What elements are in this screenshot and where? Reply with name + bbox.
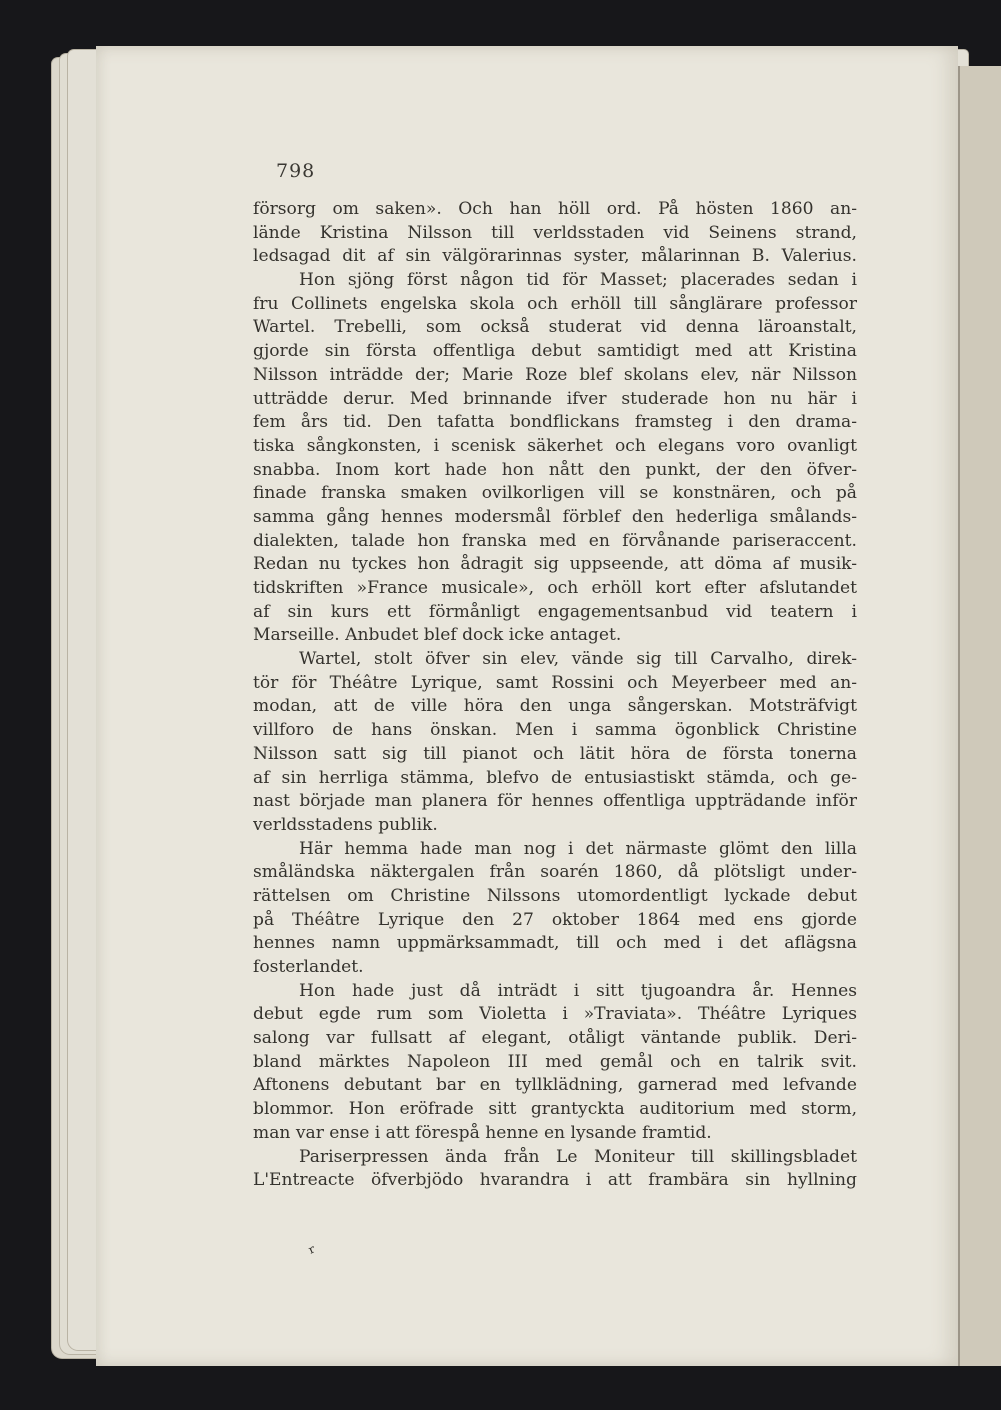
text-line: Wartel. Trebelli, som också studerat vid denna läroanstalt,	[253, 317, 857, 338]
text-line: fru Collinets engelska skola och erhöll till sånglärare professor	[253, 293, 857, 314]
text-line: tidskriften »France musicale», och erhöll kort efter afslutandet	[253, 578, 857, 598]
body-text	[253, 198, 857, 1193]
text-line: fosterlandet.	[253, 957, 364, 977]
text-line: utträdde derur. Med brinnande ifver studerade hon nu här i	[253, 388, 857, 409]
text-line: Redan nu tyckes hon ådragit sig uppseende, att döma af musik-	[253, 554, 857, 575]
text-line: Pariserpressen ända från Le Moniteur till skillingsbladet	[299, 1146, 857, 1167]
text-line: Aftonens debutant bar en tyllklädning, garnerad med lefvande	[253, 1075, 857, 1096]
text-line: bland märktes Napoleon III med gemål och en talrik svit.	[253, 1051, 857, 1072]
text-line: salong var fullsatt af elegant, otåligt väntande publik. Deri-	[253, 1028, 857, 1049]
text-line: försorg om saken». Och han höll ord. På hösten 1860 an-	[253, 199, 857, 219]
text-line: nast började man planera för hennes offentliga uppträdande inför	[253, 791, 857, 812]
text-line: tiska sångkonsten, i scenisk säkerhet och elegans voro ovanligt	[253, 435, 857, 456]
text-line: verldsstadens publik.	[253, 814, 438, 835]
text-line: tör för Théâtre Lyrique, samt Rossini och Meyerbeer med an-	[253, 672, 857, 693]
text-line: Nilsson satt sig till pianot och lätit höra de första tonerna	[253, 743, 857, 764]
text-line: man var ense i att förespå henne en lysande framtid.	[253, 1122, 712, 1143]
text-line: på Théâtre Lyrique den 27 oktober 1864 med ens gjorde	[253, 909, 857, 930]
stray-pencil-mark: ʳ	[305, 1239, 322, 1265]
text-line: modan, att de ville höra den unga sångerskan. Motsträfvigt	[253, 696, 857, 717]
text-line: ledsagad dit af sin välgörarinnas syster, målarinnan B. Valerius.	[253, 246, 857, 267]
text-line: Hon hade just då inträdt i sitt tjugoandra år. Hennes	[299, 980, 857, 1001]
text-line: gjorde sin första offentliga debut samtidigt med att Kristina	[253, 341, 857, 362]
text-line: fem års tid. Den tafatta bondflickans framsteg i den drama-	[253, 412, 857, 433]
text-line: Här hemma hade man nog i det närmaste glömt den lilla	[299, 838, 857, 859]
text-line: L'Entreacte öfverbjödo hvarandra i att frambära sin hyllning	[253, 1170, 857, 1191]
text-line: rättelsen om Christine Nilssons utomordentligt lyckade debut	[253, 885, 857, 906]
text-line: af sin kurs ett förmånligt engagementsanbud vid teatern i	[253, 601, 857, 622]
text-line: debut egde rum som Violetta i »Traviata». Théâtre Lyriques	[253, 1004, 857, 1025]
page-number: 798	[276, 160, 316, 182]
text-line: blommor. Hon eröfrade sitt grantyckta auditorium med storm,	[253, 1099, 857, 1120]
text-line: finade franska smaken ovilkorligen vill se konstnären, och på	[253, 483, 857, 504]
facing-page-edge	[958, 66, 1001, 1366]
text-line: dialekten, talade hon franska med en förvånande pariseraccent.	[253, 530, 857, 551]
text-line: Wartel, stolt öfver sin elev, vände sig till Carvalho, direk-	[299, 649, 857, 670]
text-line: hennes namn uppmärksammadt, till och med i det aflägsna	[253, 933, 857, 954]
text-line: Nilsson inträdde der; Marie Roze blef skolans elev, när Nilsson	[253, 364, 857, 385]
text-line: af sin herrliga stämma, blefvo de entusiastiskt stämda, och ge-	[253, 767, 857, 788]
text-line: Hon sjöng först någon tid för Masset; placerades sedan i	[299, 270, 857, 291]
text-line: Marseille. Anbudet blef dock icke antaget.	[253, 625, 622, 646]
text-line: småländska näktergalen från soarén 1860, då plötsligt under-	[253, 862, 857, 883]
text-line: snabba. Inom kort hade hon nått den punkt, der den öfver-	[253, 459, 857, 480]
text-line: lände Kristina Nilsson till verldsstaden vid Seinens strand,	[253, 222, 857, 243]
text-line: villforo de hans önskan. Men i samma ögonblick Christine	[253, 720, 857, 741]
text-line: samma gång hennes modersmål förblef den hederliga smålands-	[253, 506, 857, 527]
